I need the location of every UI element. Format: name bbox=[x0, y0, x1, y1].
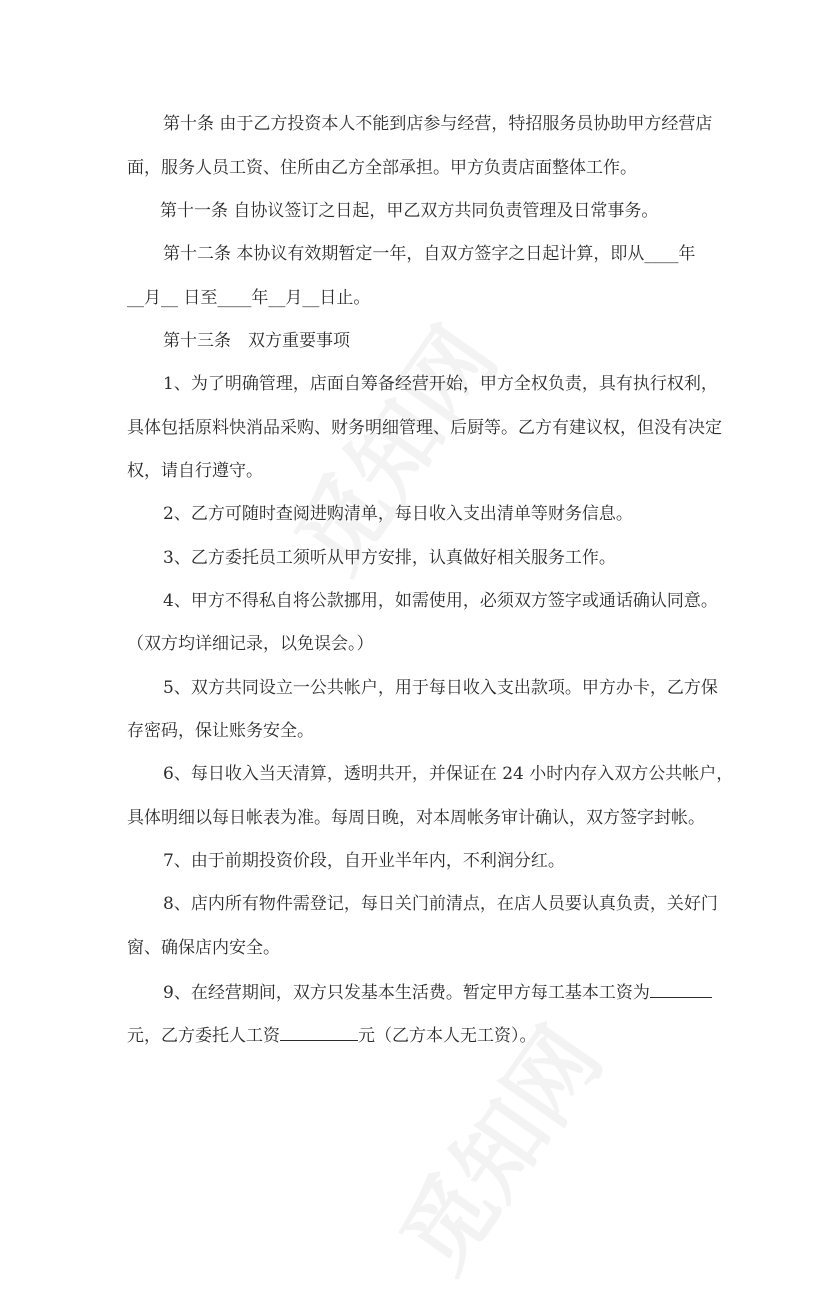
paragraph-line: 具体包括原料快消品采购、财务明细管理、后厨等。乙方有建议权，但没有决定 bbox=[127, 418, 722, 438]
paragraph-line: 权，请自行遵守。 bbox=[127, 461, 263, 481]
paragraph-line: 8、店内所有物件需登记，每日关门前清点，在店人员要认真负责，关好门 bbox=[163, 894, 718, 914]
wage-sentence: 9、在经营期间，双方只发基本生活费。暂定甲方每工基本工资为 bbox=[163, 983, 650, 1003]
paragraph-line: 存密码，保让账务安全。 bbox=[127, 721, 314, 741]
paragraph-line: 第十条 由于乙方投资本人不能到店参与经营，特招服务员协助甲方经营店 bbox=[163, 114, 713, 134]
paragraph-line: 6、每日收入当天清算，透明共开，并保证在 24 小时内存入双方公共帐户， bbox=[163, 764, 734, 784]
paragraph-line: 第十二条 本协议有效期暂定一年，自双方签字之日起计算，即从____年 bbox=[163, 244, 696, 264]
blank-line bbox=[650, 979, 712, 998]
paragraph-line: 3、乙方委托员工须听从甲方安排，认真做好相关服务工作。 bbox=[163, 548, 616, 568]
section-heading: 第十三条 双方重要事项 bbox=[163, 331, 350, 351]
paragraph-line: 1、为了明确管理，店面自筹备经营开始，甲方全权负责，具有执行权利， bbox=[163, 374, 718, 394]
paragraph-line: 窗、确保店内安全。 bbox=[127, 938, 280, 958]
paragraph-line: 第十一条 自协议签订之日起，甲乙双方共同负责管理及日常事务。 bbox=[160, 201, 659, 221]
paragraph-line: 2、乙方可随时查阅进购清单，每日收入支出清单等财务信息。 bbox=[163, 504, 633, 524]
wage-sentence-part2: 元（乙方本人无工资）。 bbox=[358, 1026, 537, 1046]
paragraph-line: 4、甲方不得私自将公款挪用，如需使用，必须双方签字或通话确认同意。 bbox=[163, 591, 718, 611]
paragraph-line: 面，服务人员工资、住所由乙方全部承担。甲方负责店面整体工作。 bbox=[127, 158, 637, 178]
paragraph-line bbox=[163, 979, 712, 1005]
wage-sentence-part1: 元，乙方委托人工资 bbox=[127, 1026, 280, 1046]
blank-line bbox=[280, 1022, 358, 1041]
paragraph-line bbox=[127, 1022, 537, 1048]
paragraph-line: 具体明细以每日帐表为准。每周日晚，对本周帐务审计确认，双方签字封帐。 bbox=[127, 808, 705, 828]
paragraph-line: __月__ 日至____年__月__日止。 bbox=[127, 288, 371, 308]
paragraph-line: 7、由于前期投资价段，自开业半年内，不利润分红。 bbox=[163, 851, 565, 871]
paragraph-line: 5、双方共同设立一公共帐户，用于每日收入支出款项。甲方办卡，乙方保 bbox=[163, 678, 718, 698]
paragraph-line: （双方均详细记录，以免误会。） bbox=[127, 634, 374, 654]
